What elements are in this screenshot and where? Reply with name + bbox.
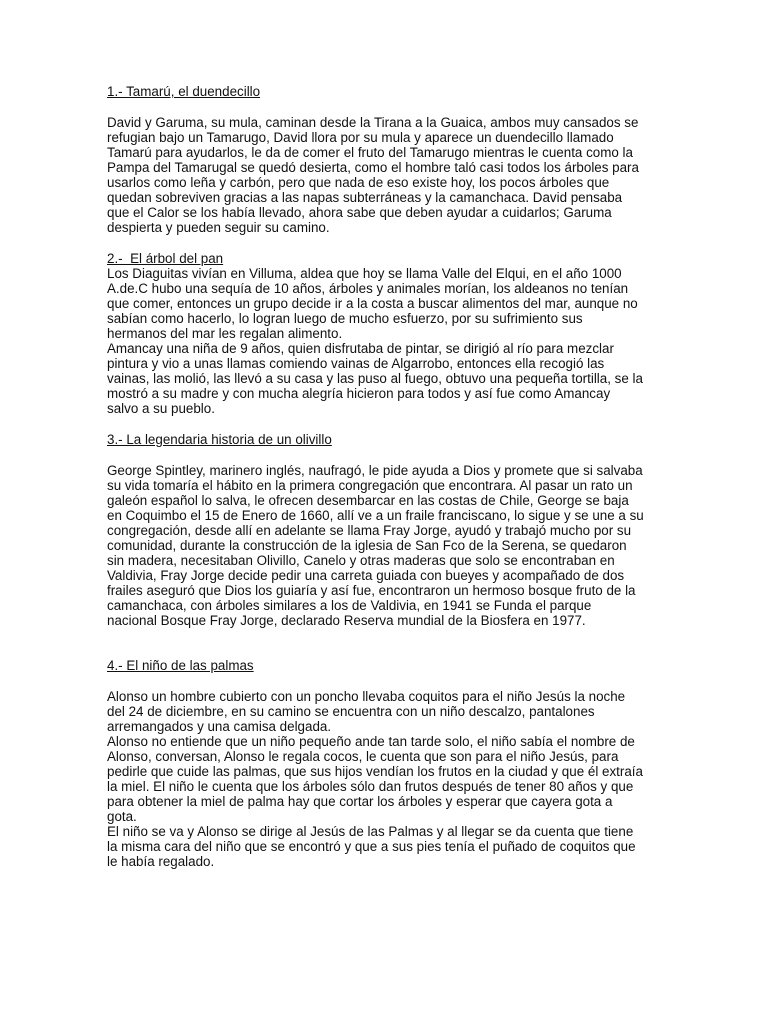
story-section-1 [107,84,667,235]
story-paragraph: El niño se va y Alonso se dirige al Jesús de las Palmas y al llegar se da cuenta que tiene la misma cara del niño que se encontró y que a sus pies tenía el puñado de coquitos que le había regalado. [107,824,636,869]
story-paragraph: David y Garuma, su mula, caminan desde la Tirana a la Guaica, ambos muy cansados se refugian bajo un Tamarugo, David llora por su mula y aparece un duendecillo llamado Tamarú para ayudarlos, le da de comer el fruto del Tamarugo mientras le cuenta como la Pampa del Tamarugal se quedó desierta, como el hombre taló casi todos los árboles para usarlos como leña y carbón, pero que nada de eso existe hoy, los pocos árboles que quedan sobreviven gracias a las napas subterráneas y la camanchaca. David pensaba que el Calor se los había llevado, ahora sabe que deben ayudar a cuidarlos; Garuma despierta y pueden seguir su camino. [107,115,639,235]
story-paragraph: Alonso un hombre cubierto con un poncho llevaba coquitos para el niño Jesús la noche del 24 de diciembre, en su camino se encuentra con un niño descalzo, pantalones arremangados y una camisa delgada. [107,689,626,734]
story-title-3: 3.- La legendaria historia de un olivillo [107,432,332,447]
story-paragraph: George Spintley, marinero inglés, naufragó, le pide ayuda a Dios y promete que si salvaba su vida tomaría el hábito en la primera congregación que encontrara. Al pasar un rato un galeón español lo salva, le ofrecen desembarcar en las costas de Chile, George se baja en Coquimbo el 15 de Enero de 1660, allí ve a un fraile franciscano, lo sigue y se une a su congregación, desde allí en adelante se llama Fray Jorge, ayudó y trabajó mucho por su comunidad, durante la construcción de la iglesia de San Fco de la Serena, se quedaron sin madera, necesitaban Olivillo, Canelo y otras maderas que solo se encontraban en Valdivia, Fray Jorge decide pedir una carreta guiada con bueyes y acompañado de dos frailes aseguró que Dios los guiaría y así fue, encontraron un hermoso bosque fruto de la camanchaca, con árboles similares a los de Valdivia, en 1941 se Funda el parque nacional Bosque Fray Jorge, declarado Reserva mundial de la Biosfera en 1977. [107,463,644,628]
story-title-4: 4.- El niño de las palmas [107,658,254,673]
story-section-4 [107,658,667,869]
document-page [107,84,667,869]
story-paragraph: Los Diaguitas vivían en Villuma, aldea que hoy se llama Valle del Elqui, en el año 1000 A.de.C hubo una sequía de 10 años, árboles y animales morían, los aldeanos no tenían que comer, entonces un grupo decide ir a la costa a buscar alimentos del mar, aunque no sabían como hacerlo, lo logran luego de mucho esfuerzo, por su sufrimiento sus hermanos del mar les regalan alimento. [107,266,638,341]
story-title-1: 1.- Tamarú, el duendecillo [107,84,261,99]
story-paragraph: Amancay una niña de 9 años, quien disfrutaba de pintar, se dirigió al río para mezclar pintura y vio a unas llamas comiendo vainas de Algarrobo, entonces ella recogió las vainas, las molió, las llevó a su casa y las puso al fuego, obtuvo una pequeña tortilla, se la mostró a su madre y con mucha alegría hicieron para todos y así fue como Amancay salvo a su pueblo. [107,341,643,416]
story-paragraph: Alonso no entiende que un niño pequeño ande tan tarde solo, el niño sabía el nombre de Alonso, conversan, Alonso le regala cocos, le cuenta que son para el niño Jesús, para pedirle que cuide las palmas, que sus hijos vendían los frutos en la ciudad y que él extraía la miel. El niño le cuenta que los árboles sólo dan frutos después de tener 80 años y que para obtener la miel de palma hay que cortar los árboles y esperar que cayera gota a gota. [107,734,643,824]
story-title-2: 2.- El árbol del pan [107,251,224,266]
story-section-2 [107,251,667,416]
story-section-3 [107,432,667,628]
